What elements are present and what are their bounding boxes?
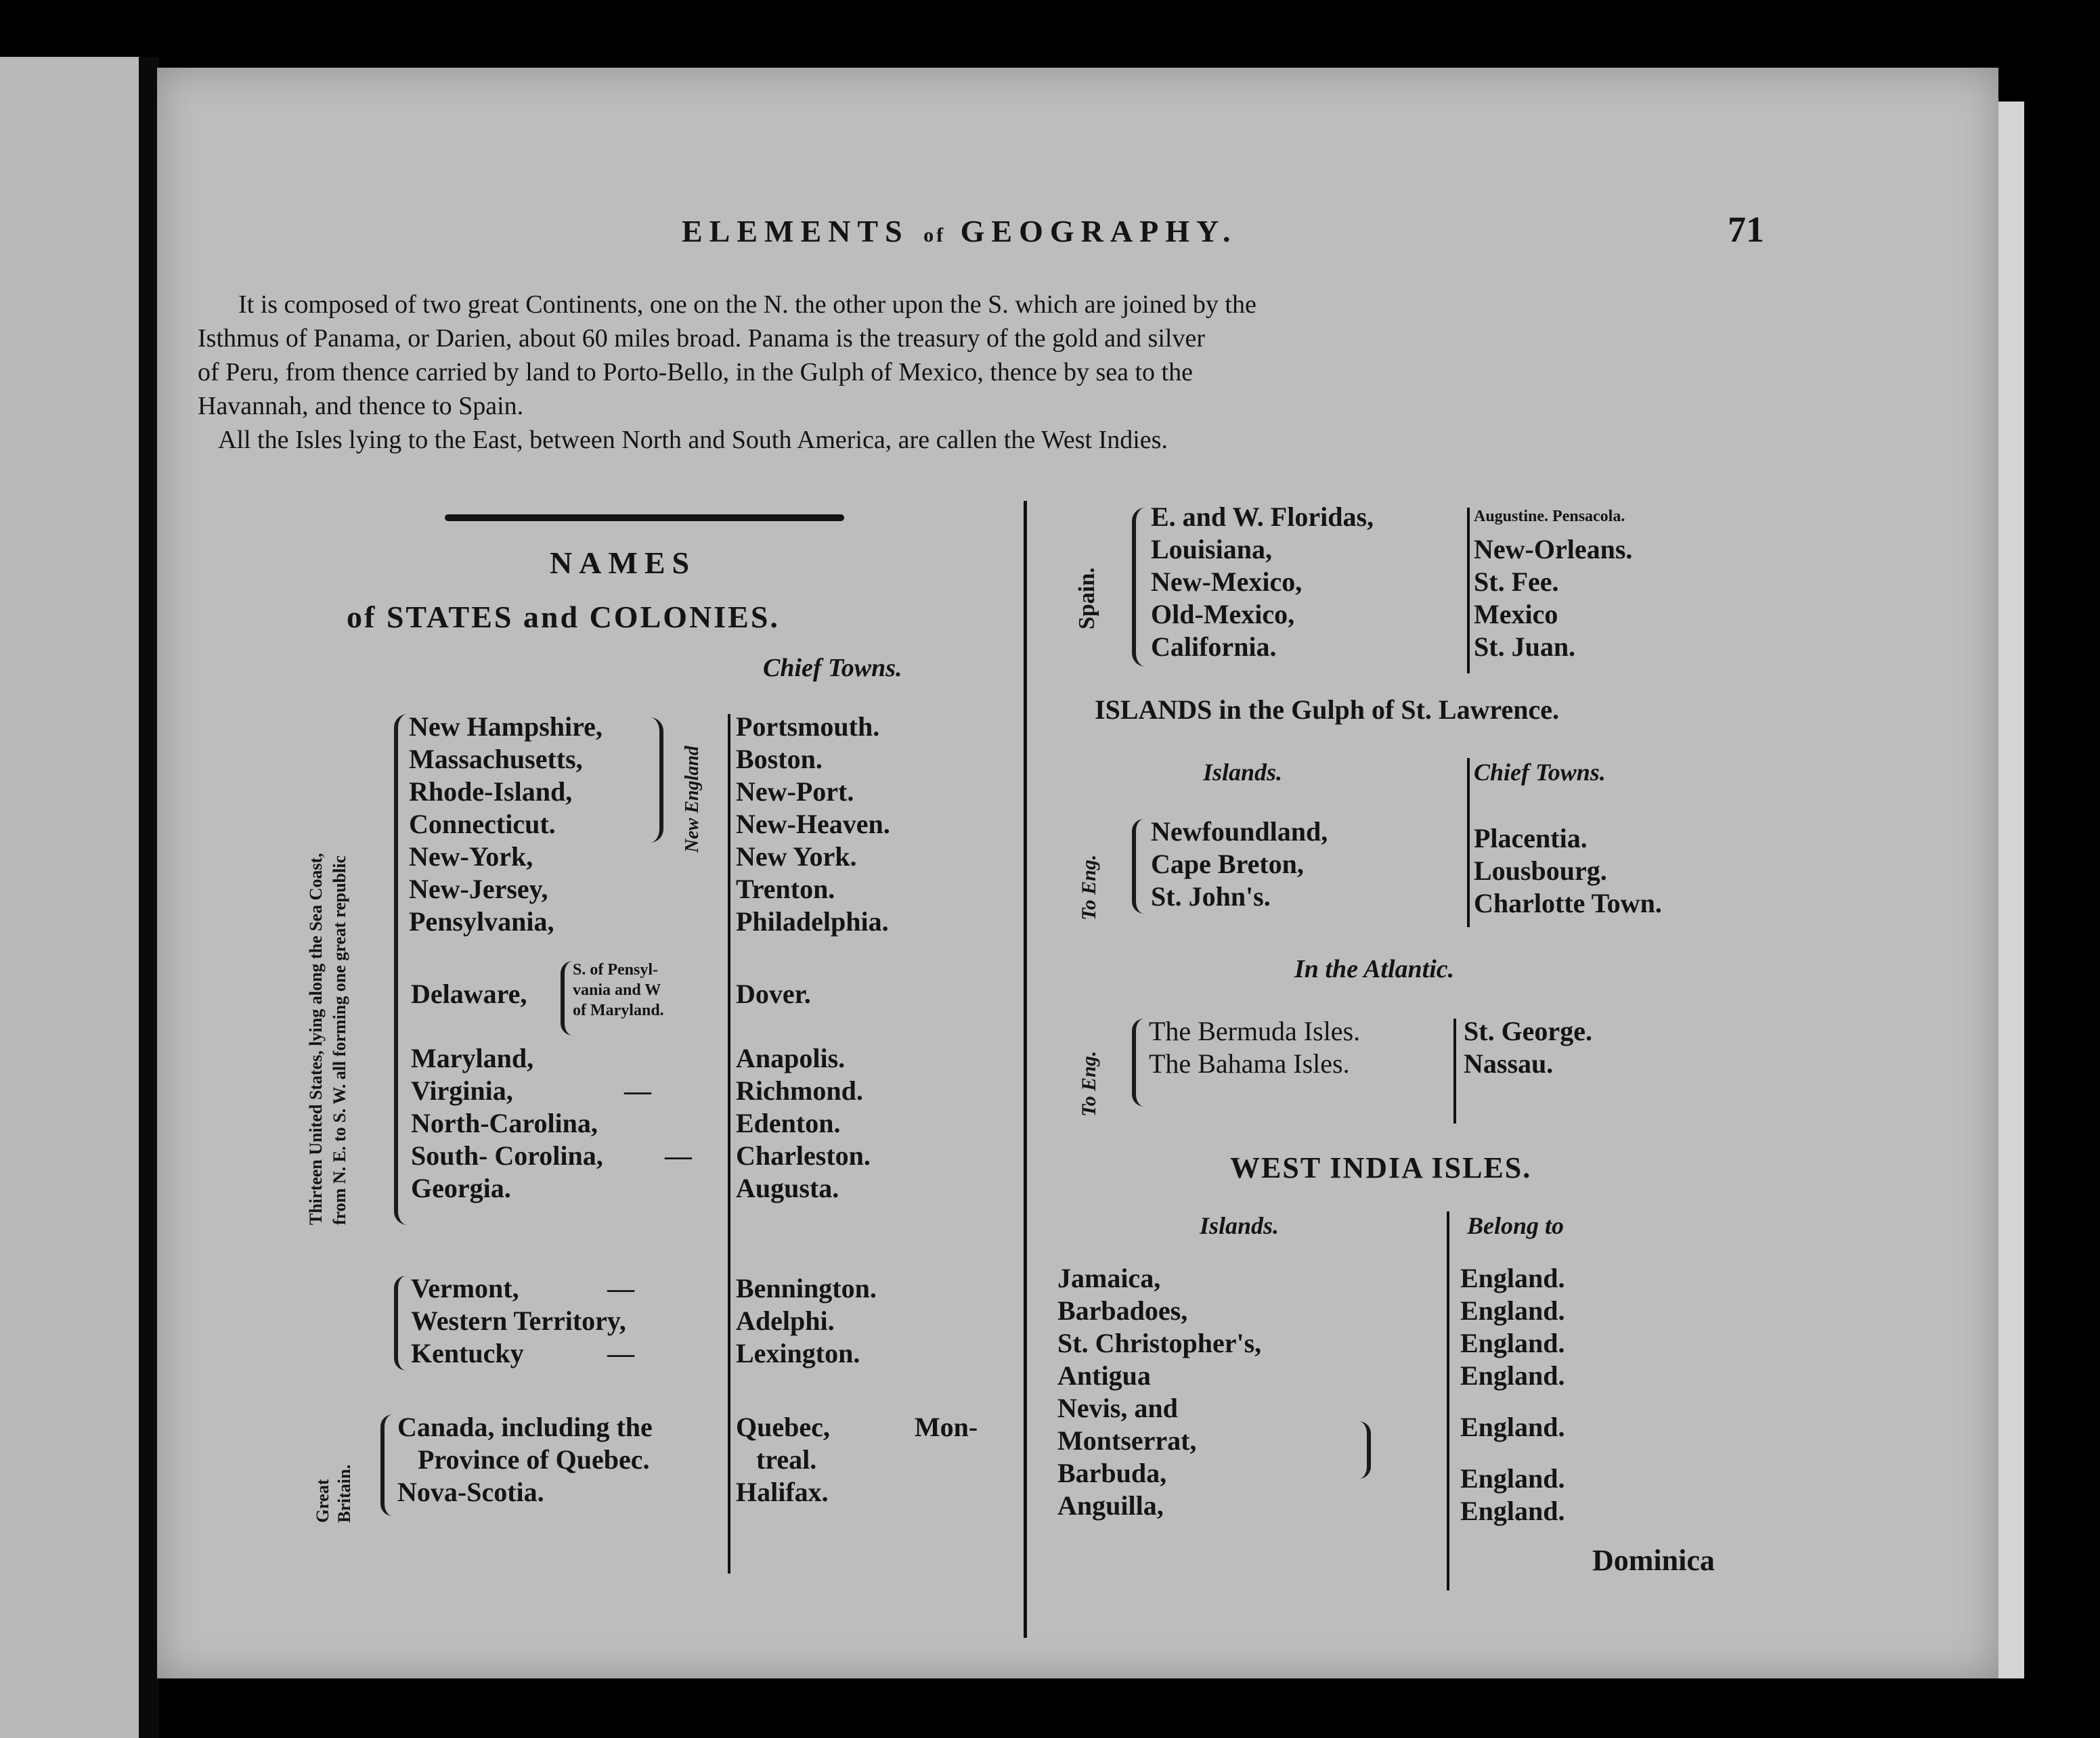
- state-item: Massachusetts,: [409, 744, 583, 774]
- new-england-label: New England: [682, 746, 703, 853]
- dash: —: [665, 1140, 692, 1171]
- belong-item: England.: [1460, 1463, 1565, 1494]
- previous-page-edge: [0, 57, 139, 1738]
- town-item: Augusta.: [736, 1173, 839, 1203]
- states-list: [409, 711, 603, 938]
- great-britain-brace: [380, 1414, 393, 1516]
- atlantic-towns-list: [1464, 1015, 1592, 1080]
- islands-label: Islands.: [1203, 759, 1283, 786]
- spain-town-top: Augustine. Pensacola.: [1474, 508, 1625, 525]
- catchword: Dominica: [1592, 1544, 1715, 1577]
- gulf-towns-list: [1474, 822, 1662, 920]
- state-item: South- Corolina,: [411, 1140, 603, 1171]
- to-england-label: To Eng.: [1078, 854, 1100, 920]
- wi-divider: [1447, 1211, 1449, 1590]
- chief-towns-label-right: Chief Towns.: [1474, 759, 1606, 786]
- page-number: 71: [1728, 209, 1764, 250]
- towns-list-3: [736, 1272, 877, 1370]
- thirteen-states-label-2: from N. E. to S. W. all forming one great republic: [330, 855, 349, 1225]
- town-item: Charlotte Town.: [1474, 888, 1662, 918]
- place-item: New-Mexico,: [1151, 566, 1303, 597]
- place-item: Old-Mexico,: [1151, 599, 1295, 629]
- state-item: Pensylvania,: [409, 906, 554, 937]
- town-item: Quebec,: [736, 1412, 830, 1442]
- intro-line: It is composed of two great Continents, one on the N. the other upon the S. which are joined by the: [238, 290, 1256, 319]
- island-item: Antigua: [1057, 1360, 1151, 1391]
- book-page: [157, 68, 1998, 1678]
- states-list-3: [411, 1272, 626, 1370]
- state-item: Maryland,: [411, 1043, 534, 1073]
- island-item: Montserrat,: [1057, 1425, 1197, 1456]
- town-item: New York.: [736, 841, 857, 872]
- to-england-label-2: To Eng.: [1078, 1050, 1100, 1117]
- town-item: Charleston.: [736, 1140, 871, 1171]
- town-item: St. George.: [1464, 1016, 1592, 1046]
- town-item: Boston.: [736, 744, 823, 774]
- chief-towns-label: Chief Towns.: [763, 654, 902, 682]
- colony-item: Nova-Scotia.: [397, 1477, 544, 1507]
- state-item: Western Territory,: [411, 1306, 626, 1336]
- state-item: New Hampshire,: [409, 711, 603, 742]
- belong-item: England.: [1460, 1496, 1565, 1526]
- atlantic-brace: [1132, 1019, 1144, 1107]
- towns-list-2: [736, 1042, 871, 1205]
- town-item: Richmond.: [736, 1075, 863, 1106]
- town-item: Halifax.: [736, 1477, 829, 1507]
- town-item: New-Orleans.: [1474, 534, 1633, 564]
- title-geography: GEOGRAPHY.: [960, 214, 1238, 248]
- belong-item: England.: [1460, 1412, 1565, 1442]
- intro-paragraph: [198, 288, 1256, 457]
- island-item: Newfoundland,: [1151, 816, 1328, 847]
- wi-belong-list: [1460, 1262, 1565, 1528]
- spain-brace: [1132, 508, 1145, 667]
- state-item: New-York,: [409, 841, 533, 872]
- town-item: Mexico: [1474, 599, 1558, 629]
- island-item: Jamaica,: [1057, 1263, 1161, 1293]
- atlantic-divider: [1453, 1019, 1456, 1123]
- nevis-montserrat-brace: [1359, 1421, 1371, 1479]
- gb-colonies-list: [397, 1411, 653, 1509]
- place-item: Louisiana,: [1151, 534, 1272, 564]
- gulf-islands-list: [1151, 816, 1328, 913]
- town-item: Nassau.: [1464, 1048, 1554, 1079]
- gulf-divider: [1467, 758, 1470, 927]
- town-item: Portsmouth.: [736, 711, 880, 742]
- towns-divider: [728, 714, 730, 1574]
- gulf-islands-heading: ISLANDS in the Gulph of St. Lawrence.: [1095, 694, 1560, 725]
- town-item: New-Heaven.: [736, 809, 890, 839]
- gb-towns: [736, 1411, 978, 1509]
- island-item: St. Christopher's,: [1057, 1328, 1262, 1358]
- states-colonies-heading: of STATES and COLONIES.: [347, 600, 780, 634]
- island-item: The Bermuda Isles.: [1149, 1016, 1361, 1046]
- great-britain-label-2: Britain.: [334, 1465, 354, 1523]
- state-item: Connecticut.: [409, 809, 556, 839]
- colony-item: Province of Quebec.: [418, 1444, 650, 1475]
- atlantic-heading: In the Atlantic.: [1294, 955, 1455, 983]
- colony-item: Canada, including the: [397, 1412, 653, 1442]
- spain-towns-list: [1474, 533, 1632, 663]
- heading-rule: [445, 514, 844, 521]
- town-item: treal.: [756, 1444, 817, 1475]
- island-item: Anguilla,: [1057, 1490, 1164, 1521]
- thirteen-states-brace: [394, 714, 408, 1225]
- western-brace: [394, 1276, 406, 1371]
- town-item: Edenton.: [736, 1108, 841, 1138]
- town-item: Lousbourg.: [1474, 855, 1607, 886]
- island-item: Barbadoes,: [1057, 1295, 1188, 1326]
- gulf-brace: [1132, 819, 1144, 914]
- great-britain-label: Great: [313, 1479, 332, 1523]
- state-item: North-Carolina,: [411, 1108, 598, 1138]
- town-item: Lexington.: [736, 1338, 860, 1368]
- place-item: E. and W. Floridas,: [1151, 502, 1374, 532]
- thirteen-states-label: Thirteen United States, lying along the Sea Coast,: [306, 853, 326, 1225]
- town-item: St. Fee.: [1474, 566, 1559, 597]
- wi-islands-list: [1057, 1262, 1261, 1522]
- new-england-brace: [650, 717, 663, 843]
- belong-item: England.: [1460, 1295, 1565, 1326]
- column-divider: [1024, 501, 1027, 1638]
- state-item: Vermont,: [411, 1273, 519, 1304]
- spain-places-list: [1151, 501, 1374, 663]
- state-item: Virginia,: [411, 1075, 513, 1106]
- town-item: New-Port.: [736, 776, 854, 807]
- towns-list: [736, 711, 890, 938]
- wi-islands-label: Islands.: [1200, 1212, 1279, 1239]
- state-item: Kentucky: [411, 1338, 524, 1368]
- state-item: Georgia.: [411, 1173, 511, 1203]
- spain-divider: [1467, 508, 1470, 673]
- town-item: Anapolis.: [736, 1043, 846, 1073]
- wi-belong-label: Belong to: [1467, 1212, 1565, 1239]
- town-item: Philadelphia.: [736, 906, 889, 937]
- town-item: Placentia.: [1474, 823, 1588, 853]
- town-item: Trenton.: [736, 874, 835, 904]
- island-item: Nevis, and: [1057, 1393, 1178, 1423]
- town-item: Adelphi.: [736, 1306, 835, 1336]
- island-item: St. John's.: [1151, 881, 1271, 912]
- belong-item: England.: [1460, 1263, 1565, 1293]
- town-item: St. Juan.: [1474, 631, 1576, 662]
- state-item: Rhode-Island,: [409, 776, 573, 807]
- belong-item: England.: [1460, 1360, 1565, 1391]
- state-item: New-Jersey,: [409, 874, 548, 904]
- title-elements: ELEMENTS: [682, 214, 909, 248]
- states-list-2: [411, 1042, 603, 1205]
- island-item: The Bahama Isles.: [1149, 1048, 1350, 1079]
- town-item: Mon-: [914, 1412, 978, 1442]
- delaware-brace: [561, 961, 573, 1035]
- island-item: Cape Breton,: [1151, 849, 1304, 879]
- delaware-note: S. of Pensyl- vania and W of Maryland.: [573, 961, 664, 1019]
- intro-line: Isthmus of Panama, or Darien, about 60 miles broad. Panama is the treasury of the gold and silver: [198, 324, 1205, 353]
- running-title: [682, 213, 1237, 249]
- dash: —: [607, 1273, 634, 1304]
- island-item: Barbuda,: [1057, 1458, 1167, 1488]
- town-dover: Dover.: [736, 979, 811, 1009]
- dash: —: [624, 1075, 651, 1106]
- town-item: Bennington.: [736, 1273, 877, 1304]
- state-delaware: Delaware,: [411, 979, 527, 1009]
- place-item: California.: [1151, 631, 1277, 662]
- atlantic-islands-list: [1149, 1015, 1360, 1080]
- dash: —: [607, 1338, 634, 1368]
- title-of: of: [923, 224, 946, 246]
- page-edge-strip: [1997, 102, 2024, 1678]
- west-india-heading: WEST INDIA ISLES.: [1230, 1151, 1532, 1184]
- page-gutter: [139, 57, 159, 1738]
- belong-item: England.: [1460, 1328, 1565, 1358]
- intro-line: of Peru, from thence carried by land to Porto-Bello, in the Gulph of Mexico, thence by sea to the: [198, 358, 1193, 386]
- spain-label: Spain.: [1074, 567, 1099, 629]
- intro-line: All the Isles lying to the East, between North and South America, are callen the West Indies.: [218, 426, 1168, 454]
- intro-line: Havannah, and thence to Spain.: [198, 392, 524, 420]
- names-heading: NAMES: [550, 545, 697, 580]
